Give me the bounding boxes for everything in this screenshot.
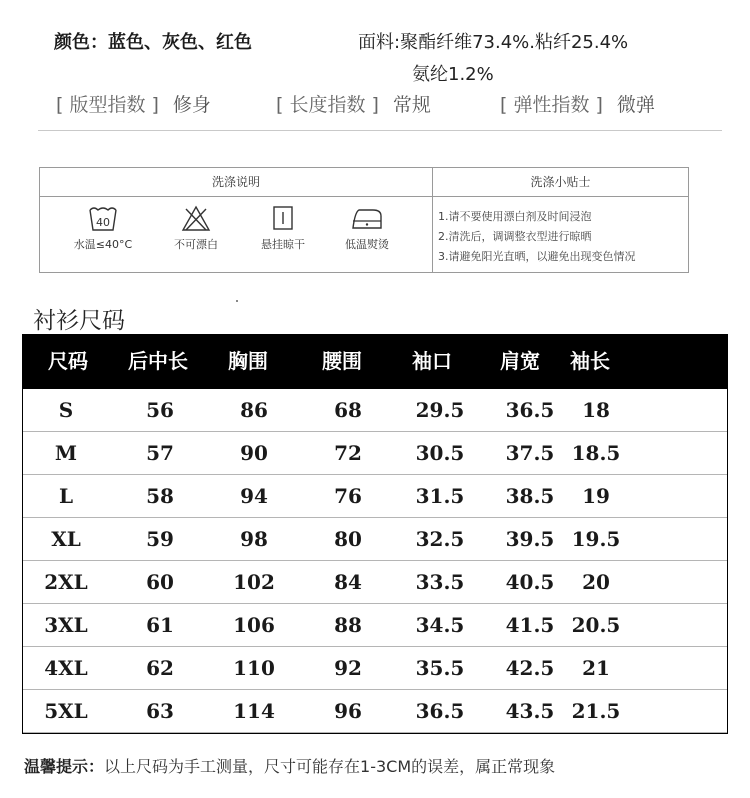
- table-cell: 98: [240, 527, 268, 551]
- wash-header-line: [40, 196, 688, 197]
- no-bleach-label: 不可漂白: [174, 238, 218, 251]
- table-cell: 90: [240, 441, 268, 465]
- table-cell: 36.5: [415, 699, 465, 723]
- table-cell: 80: [334, 527, 362, 551]
- table-cell: 42.5: [505, 656, 555, 680]
- table-row: [22, 690, 728, 733]
- stray-dot: [236, 300, 238, 302]
- table-cell: 102: [233, 570, 275, 594]
- fit-index-value: 修身: [172, 94, 211, 116]
- size-chart-body: [22, 389, 728, 733]
- table-border-right: [727, 334, 728, 734]
- table-row: [22, 561, 728, 604]
- table-cell: 110: [233, 656, 275, 680]
- table-cell: 33.5: [415, 570, 465, 594]
- low-iron-icon: [349, 204, 385, 232]
- table-row: [22, 518, 728, 561]
- table-cell: 88: [334, 613, 362, 637]
- table-cell: 43.5: [505, 699, 555, 723]
- washing-tips-title: 洗涤小贴士: [530, 175, 591, 189]
- table-cell: 41.5: [505, 613, 555, 637]
- table-cell: 36.5: [505, 398, 555, 422]
- hang-dry-cell: [240, 204, 326, 252]
- table-cell: 3XL: [44, 613, 88, 637]
- table-cell: 20.5: [571, 613, 621, 637]
- stretch-index: [500, 90, 655, 117]
- header-waist: 腰围: [322, 349, 362, 373]
- table-cell: 39.5: [505, 527, 555, 551]
- table-cell: 94: [240, 484, 268, 508]
- table-row: [22, 432, 728, 475]
- fit-index-label: [ 版型指数 ]: [56, 94, 159, 116]
- table-cell: 68: [334, 398, 362, 422]
- note-text: 以上尺码为手工测量，尺寸可能存在1-3CM的误差，属正常现象: [104, 757, 556, 776]
- hang-dry-label: 悬挂晾干: [261, 238, 305, 251]
- table-cell: 29.5: [415, 398, 465, 422]
- table-cell: 57: [146, 441, 174, 465]
- table-cell: 2XL: [44, 570, 88, 594]
- table-cell: 86: [240, 398, 268, 422]
- table-cell: M: [54, 441, 78, 465]
- fabric-composition: 面料:聚酯纤维73.4%.粘纤25.4%: [358, 32, 629, 53]
- wash-40-label: 水温≤40°C: [73, 238, 133, 251]
- fit-indices: [0, 90, 750, 118]
- table-cell: 62: [146, 656, 174, 680]
- size-chart-title: 衬衫尺码: [33, 308, 125, 334]
- table-cell: 92: [334, 656, 362, 680]
- stretch-index-value: 微弹: [616, 94, 655, 116]
- table-row: [22, 647, 728, 690]
- table-cell: 18.5: [571, 441, 621, 465]
- table-row: [22, 604, 728, 647]
- table-cell: 18: [582, 398, 610, 422]
- no-bleach-icon: [181, 204, 211, 232]
- no-bleach-cell: [153, 204, 239, 252]
- wash-40-icon: [88, 204, 118, 232]
- size-chart-header: [22, 334, 728, 389]
- washing-instructions-title: 洗涤说明: [211, 175, 260, 189]
- table-cell: 114: [233, 699, 275, 723]
- table-border-bottom: [22, 733, 728, 734]
- wash-temp-number: 40: [96, 216, 110, 229]
- table-cell: 21.5: [571, 699, 621, 723]
- washing-instructions-box: [39, 167, 689, 273]
- table-cell: 21: [582, 656, 610, 680]
- fabric-composition-cont: 氨纶1.2%: [412, 64, 494, 85]
- table-cell: 59: [146, 527, 174, 551]
- table-row: [22, 389, 728, 432]
- table-row: [22, 475, 728, 518]
- table-cell: S: [58, 398, 74, 422]
- table-cell: 40.5: [505, 570, 555, 594]
- table-cell: 5XL: [44, 699, 88, 723]
- table-cell: 72: [334, 441, 362, 465]
- table-cell: 56: [146, 398, 174, 422]
- divider: [38, 130, 722, 131]
- fit-index: [56, 90, 211, 117]
- table-cell: 96: [334, 699, 362, 723]
- length-index-label: [ 长度指数 ]: [276, 94, 379, 116]
- table-cell: 31.5: [415, 484, 465, 508]
- header-sleeve: 袖长: [570, 349, 610, 373]
- table-cell: 76: [334, 484, 362, 508]
- table-cell: 106: [233, 613, 275, 637]
- washing-tip: 3.请避免阳光直晒，以避免出现变色情况: [438, 250, 636, 263]
- table-cell: 32.5: [415, 527, 465, 551]
- table-cell: 4XL: [44, 656, 88, 680]
- washing-tips-list: [438, 207, 688, 267]
- table-cell: XL: [51, 527, 81, 551]
- measurement-note: [24, 754, 555, 777]
- table-cell: 34.5: [415, 613, 465, 637]
- table-cell: 19.5: [571, 527, 621, 551]
- table-cell: 84: [334, 570, 362, 594]
- header-back-length: 后中长: [128, 349, 188, 373]
- table-cell: 20: [582, 570, 610, 594]
- low-iron-label: 低温熨烫: [345, 238, 389, 251]
- low-iron-cell: [324, 204, 410, 252]
- table-cell: 30.5: [415, 441, 465, 465]
- table-cell: 38.5: [505, 484, 555, 508]
- header-size: 尺码: [48, 349, 88, 373]
- table-border-left: [22, 334, 23, 734]
- table-cell: 58: [146, 484, 174, 508]
- color-options: 颜色：蓝色、灰色、红色: [54, 32, 252, 53]
- length-index: [276, 90, 431, 117]
- length-index-value: 常规: [392, 94, 431, 116]
- table-cell: L: [58, 484, 74, 508]
- header-cuff: 袖口: [412, 349, 452, 373]
- table-cell: 60: [146, 570, 174, 594]
- header-chest: 胸围: [228, 349, 268, 373]
- header-shoulder: 肩宽: [500, 349, 540, 373]
- table-cell: 19: [582, 484, 610, 508]
- table-cell: 37.5: [505, 441, 555, 465]
- table-cell: 61: [146, 613, 174, 637]
- hang-dry-icon: [268, 204, 298, 232]
- washing-tip: 2.清洗后，调调整衣型进行晾晒: [438, 230, 592, 243]
- note-label: 温馨提示：: [24, 757, 105, 776]
- table-cell: 63: [146, 699, 174, 723]
- stretch-index-label: [ 弹性指数 ]: [500, 94, 603, 116]
- size-chart-table: [22, 334, 728, 733]
- wash-40-cell: [60, 204, 146, 252]
- table-cell: 35.5: [415, 656, 465, 680]
- washing-tip: 1.请不要使用漂白剂及时间浸泡: [438, 210, 592, 223]
